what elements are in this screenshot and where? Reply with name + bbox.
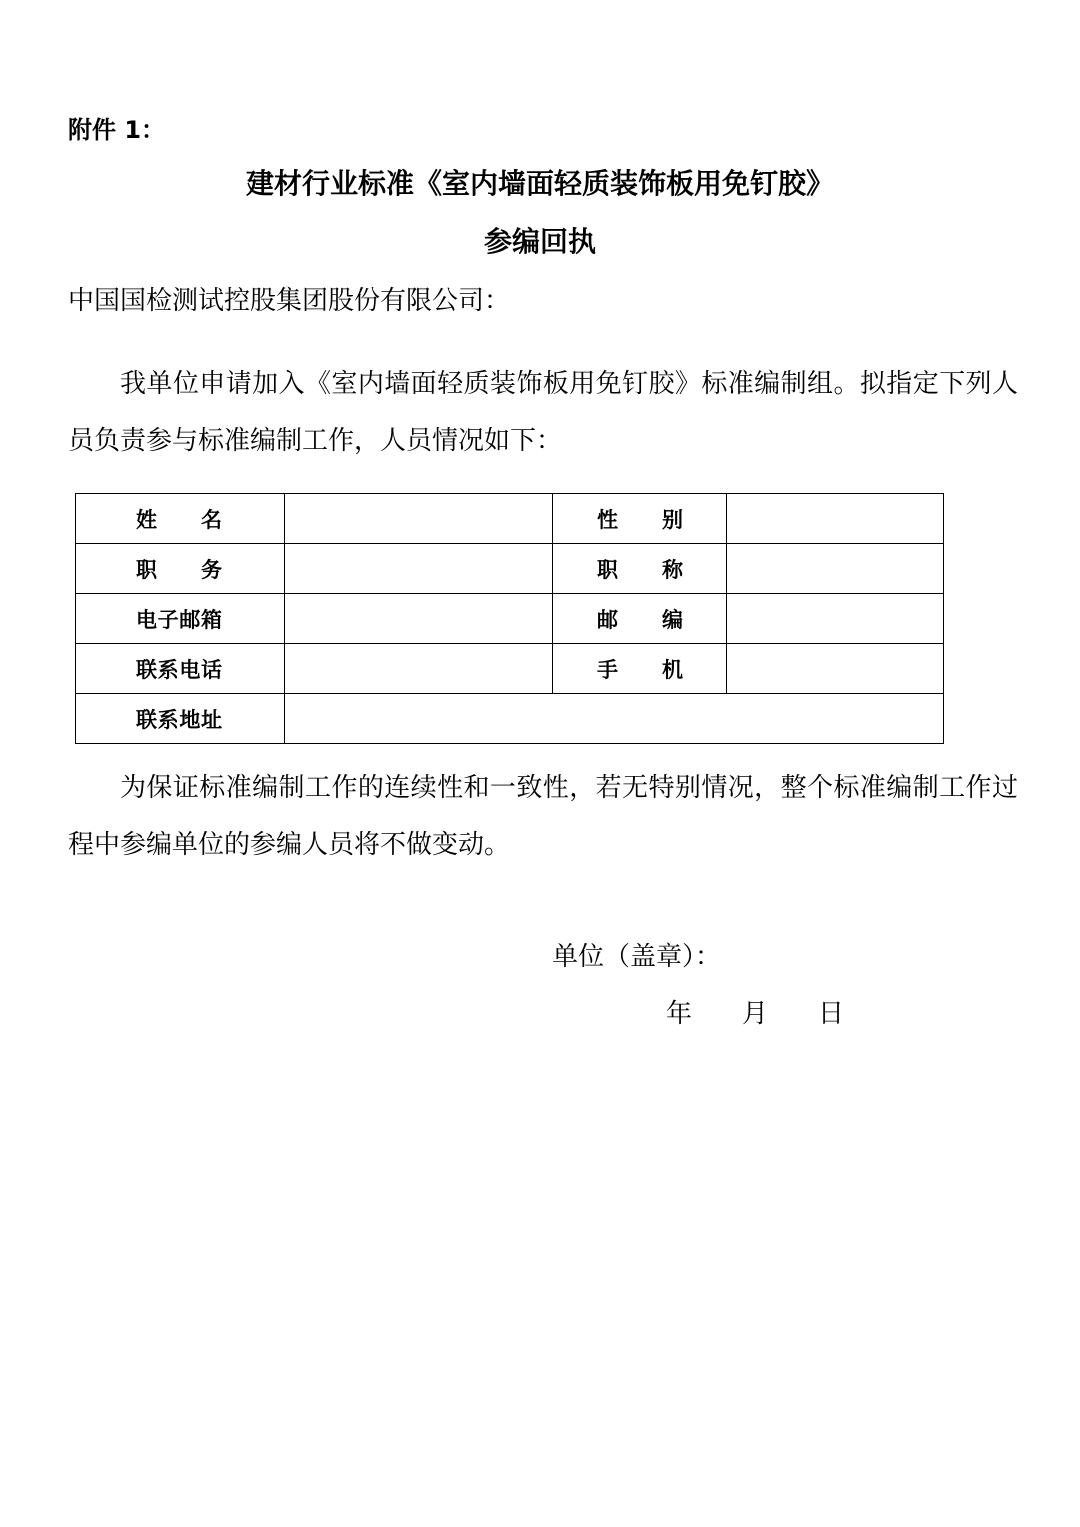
gender-label: 性别 [597, 507, 683, 532]
position-label-cell [76, 544, 285, 594]
position-label: 职务 [136, 557, 222, 582]
postcode-label-cell [553, 594, 727, 644]
document-title: 建材行业标准《室内墙面轻质装饰板用免钉胶》 [245, 167, 834, 200]
email-label: 电子邮箱 [136, 607, 222, 632]
personnel-info-table [75, 493, 944, 744]
note-paragraph: 为保证标准编制工作的连续性和一致性，若无特别情况，整个标准编制工作过程中参编单位的参编人员将不做变动。 [68, 773, 1018, 860]
mobile-value-cell[interactable] [727, 644, 944, 694]
title-rank-value-cell[interactable] [727, 544, 944, 594]
phone-label-cell [76, 644, 285, 694]
intro-paragraph: 我单位申请加入《室内墙面轻质装饰板用免钉胶》标准编制组。拟指定下列人员负责参与标准编制工作，人员情况如下： [68, 369, 1018, 456]
gender-value-cell[interactable] [727, 494, 944, 544]
address-label-cell [76, 694, 285, 744]
date-month-label: 月 [742, 999, 769, 1029]
date-day-label: 日 [818, 999, 845, 1029]
signature-date-line [666, 993, 844, 1030]
mobile-label: 手机 [597, 657, 683, 682]
postcode-label: 邮编 [597, 607, 683, 632]
table-row [76, 594, 944, 644]
phone-value-cell[interactable] [285, 644, 553, 694]
name-label-cell [76, 494, 285, 544]
attachment-label: 附件 1： [68, 116, 166, 144]
phone-label: 联系电话 [136, 657, 222, 682]
name-value-cell[interactable] [285, 494, 553, 544]
gender-label-cell [553, 494, 727, 544]
address-value-cell[interactable] [285, 694, 944, 744]
document-subtitle: 参编回执 [483, 225, 596, 258]
table-row [76, 494, 944, 544]
mobile-label-cell [553, 644, 727, 694]
address-label: 联系地址 [136, 707, 222, 732]
signature-unit-line: 单位（盖章）： [552, 942, 722, 972]
table-row [76, 544, 944, 594]
date-year-label: 年 [666, 999, 693, 1029]
title-rank-label: 职称 [597, 557, 683, 582]
position-value-cell[interactable] [285, 544, 553, 594]
table-row [76, 694, 944, 744]
title-rank-label-cell [553, 544, 727, 594]
recipient-line: 中国国检测试控股集团股份有限公司： [68, 286, 511, 316]
email-value-cell[interactable] [285, 594, 553, 644]
table-row [76, 644, 944, 694]
name-label: 姓名 [136, 507, 222, 532]
email-label-cell [76, 594, 285, 644]
postcode-value-cell[interactable] [727, 594, 944, 644]
